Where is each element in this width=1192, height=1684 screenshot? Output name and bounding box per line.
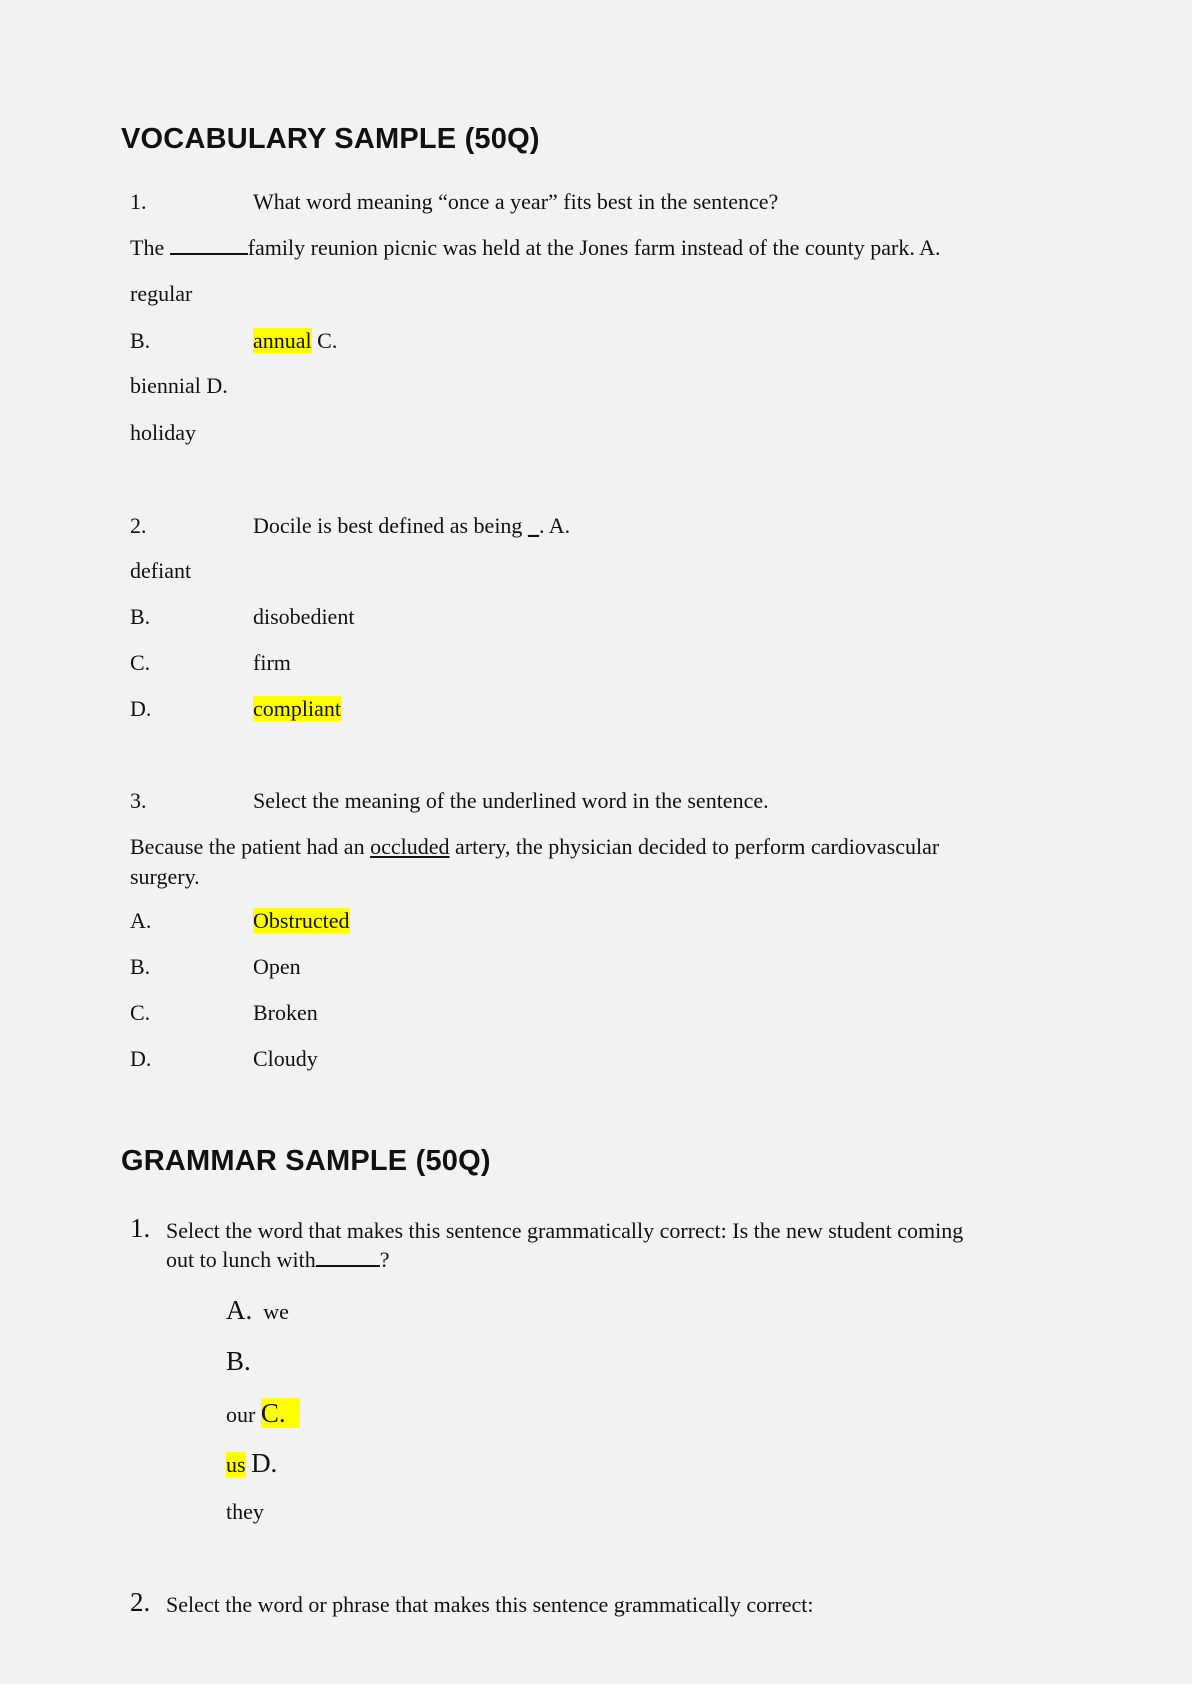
sentence-end: family reunion picnic was held at the Jones farm instead of the county park. A. — [247, 235, 941, 260]
vocab-q2-option-text — [253, 696, 341, 722]
vocab-q2-option-text: firm — [253, 650, 291, 675]
option-text: we — [263, 1299, 289, 1324]
answer-blank — [316, 1247, 380, 1267]
vocab-q3-option-label: A. — [130, 908, 152, 933]
vocab-q3-prompt: Select the meaning of the underlined word in the sentence. — [253, 788, 769, 813]
sentence-end: artery, the physician decided to perform cardiovascular — [449, 834, 940, 859]
vocab-q3-option-label: D. — [130, 1046, 152, 1071]
option-text: our — [226, 1402, 256, 1427]
prompt-end: . A. — [538, 513, 571, 538]
vocab-q1-prompt: What word meaning “once a year” fits best in the sentence? — [253, 189, 779, 214]
vocab-heading: VOCABULARY SAMPLE (50Q) — [121, 123, 540, 155]
vocab-q3-option-text: Broken — [253, 1000, 318, 1025]
grammar-heading: GRAMMAR SAMPLE (50Q) — [121, 1145, 491, 1177]
option-label-highlighted: C. — [261, 1398, 300, 1428]
vocab-q3-sentence — [130, 834, 939, 860]
vocab-q2-option-a: defiant — [130, 558, 192, 583]
prompt-end: ? — [379, 1247, 390, 1272]
vocab-q3-option-text: Cloudy — [253, 1046, 318, 1071]
grammar-q2-number: 2. — [130, 1587, 151, 1617]
option-label: A. — [226, 1295, 253, 1325]
vocab-q2-option-label: B. — [130, 604, 151, 629]
next-label: C. — [311, 328, 338, 353]
vocab-q1-option-c: biennial D. — [130, 373, 228, 398]
highlighted-answer: annual — [253, 328, 312, 353]
highlighted-answer: compliant — [253, 696, 341, 721]
vocab-q1-b-label: B. — [130, 328, 151, 353]
vocab-q2-prompt — [253, 513, 570, 539]
vocab-q3-sentence-cont: surgery. — [130, 864, 200, 889]
highlighted-answer: Obstructed — [253, 908, 350, 933]
vocab-q1-number: 1. — [130, 189, 147, 214]
answer-blank — [170, 235, 248, 255]
vocab-q1-option-b — [253, 328, 337, 354]
sentence-start: The — [130, 235, 165, 260]
vocab-q2-option-label: D. — [130, 696, 152, 721]
grammar-q2-prompt: Select the word or phrase that makes this sentence grammatically correct: — [166, 1592, 814, 1617]
prompt-start: out to lunch with — [166, 1247, 316, 1272]
grammar-q1-prompt-line2 — [166, 1247, 389, 1273]
underlined-word: occluded — [370, 834, 450, 859]
sentence-start: Because the patient had an — [130, 834, 371, 859]
prompt-start: Docile is best defined as being — [253, 513, 528, 538]
grammar-q1-line-us — [226, 1450, 277, 1478]
vocab-q3-number: 3. — [130, 788, 147, 813]
vocab-q1-option-d: holiday — [130, 420, 196, 445]
grammar-q1-option-a — [226, 1297, 289, 1325]
grammar-q1-prompt-line1: Select the word that makes this sentence grammatically correct: Is the new student coming — [166, 1218, 964, 1243]
option-label: D. — [251, 1448, 278, 1478]
grammar-q1-line-they: they — [226, 1499, 264, 1524]
vocab-q2-number: 2. — [130, 513, 147, 538]
prompt-blank: _ — [527, 513, 539, 538]
highlighted-answer: us — [226, 1452, 246, 1477]
grammar-q1-number: 1. — [130, 1213, 151, 1243]
vocab-q3-option-text: Open — [253, 954, 301, 979]
grammar-q1-b-label: B. — [226, 1346, 251, 1376]
vocab-q3-option-label: B. — [130, 954, 151, 979]
vocab-q2-option-label: C. — [130, 650, 151, 675]
vocab-q1-option-a: regular — [130, 281, 193, 306]
grammar-q1-line-our — [226, 1400, 300, 1428]
vocab-q1-sentence — [130, 235, 941, 261]
vocab-q3-option-text — [253, 908, 350, 934]
vocab-q2-option-text: disobedient — [253, 604, 355, 629]
vocab-q3-option-label: C. — [130, 1000, 151, 1025]
